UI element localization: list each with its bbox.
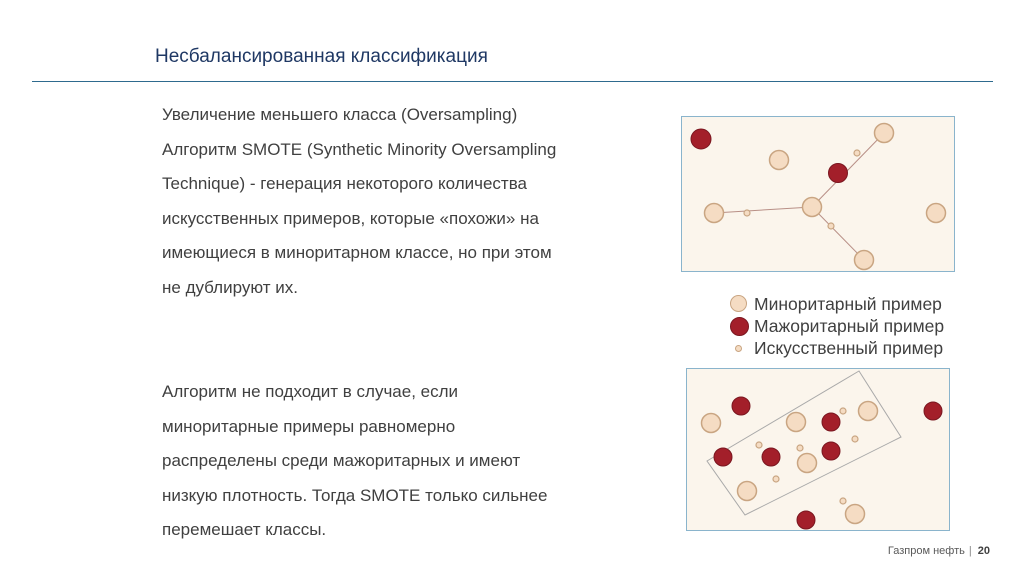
legend-item-majority [728,315,944,337]
text-line: не дублируют их. [162,277,298,297]
majority-point [822,442,840,460]
synthetic-point [828,223,834,229]
minority-point [927,204,946,223]
page-number: 20 [977,545,990,557]
minority-point [855,251,874,270]
smote-diagram [681,116,955,272]
text-line: искусственных примеров, которые «похожи» на [162,208,539,228]
synthetic-marker-icon [728,337,754,359]
minority-point [738,482,757,501]
minority-point [798,454,817,473]
majority-point [762,448,780,466]
minority-point [803,198,822,217]
smote-limitation [162,375,622,548]
minority-point [770,151,789,170]
text-line: Алгоритм не подходит в случае, если [162,382,459,401]
text-line: низкую плотность. Тогда SMOTE только сильнее [162,485,548,505]
majority-point [797,511,815,529]
text-line: перемешает классы. [162,520,327,540]
legend-item-minority [728,293,944,315]
legend-label: Миноритарный пример [754,293,942,314]
text-line: Увеличение меньшего класса (Oversampling) [162,105,518,124]
majority-marker-icon [728,315,754,337]
text-line: Technique) - генерация некоторого количества [162,174,528,194]
text-line: миноритарные примеры равномерно [162,416,456,436]
synthetic-point [852,436,858,442]
legend-label: Мажоритарный пример [754,315,945,336]
minority-point [859,402,878,421]
majority-point [822,413,840,431]
text-line: распределены среди мажоритарных и имеют [162,451,521,471]
majority-point [732,397,750,415]
mixed-classes-svg [687,369,951,532]
synthetic-point [744,210,750,216]
majority-point [714,448,732,466]
text-line: имеющиеся в миноритарном классе, но при этом [162,243,552,263]
footer-separator: | [968,545,972,557]
synthetic-point [840,408,846,414]
synthetic-point [854,150,860,156]
link-line [812,133,884,207]
legend-label: Искусственный пример [754,337,944,358]
legend [728,293,944,359]
title-divider [32,81,993,82]
synthetic-point [840,498,846,504]
majority-point [829,164,848,183]
link-line [714,207,812,213]
smote-diagram-svg [682,117,956,273]
minority-point [875,124,894,143]
smote-description [162,98,622,306]
slide-title: Несбалансированная классификация [155,46,488,67]
minority-marker-icon [728,293,754,315]
minority-point [846,505,865,524]
synthetic-point [773,476,779,482]
legend-item-synthetic [728,337,944,359]
company-name: Газпром нефть [887,545,965,557]
synthetic-point [756,442,762,448]
minority-point [705,204,724,223]
mixed-classes-diagram [686,368,950,531]
link-line [812,207,864,260]
minority-point [787,413,806,432]
footer [888,545,990,557]
majority-point [691,129,711,149]
cluster-outline [707,371,901,515]
minority-point [702,414,721,433]
text-line: Алгоритм SMOTE (Synthetic Minority Oversampling [162,139,557,159]
synthetic-point [797,445,803,451]
majority-point [924,402,942,420]
